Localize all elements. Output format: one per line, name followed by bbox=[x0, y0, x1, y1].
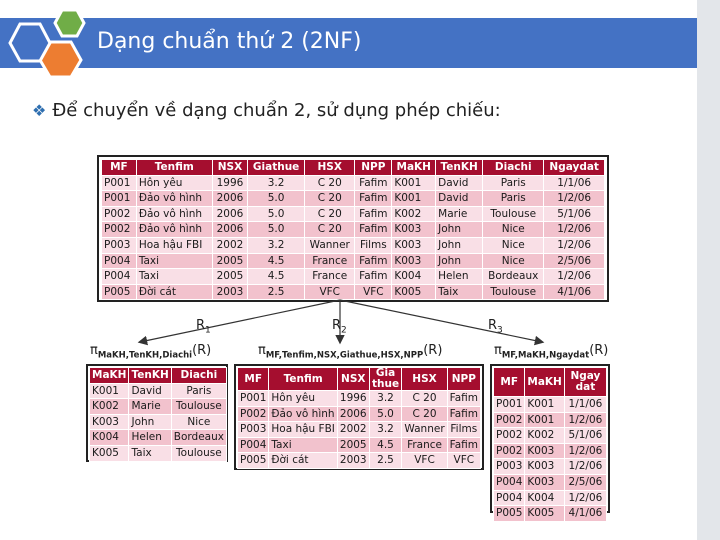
table-cell: P005 bbox=[102, 284, 137, 300]
table-cell: Nice bbox=[171, 414, 226, 430]
table-cell: K004 bbox=[525, 490, 564, 506]
table-cell: 1996 bbox=[337, 391, 369, 407]
table-row bbox=[90, 383, 227, 399]
table-cell: 1/2/06 bbox=[564, 443, 606, 459]
table-cell: Fafim bbox=[355, 206, 392, 222]
table-cell: Fafim bbox=[355, 175, 392, 191]
table-row bbox=[494, 490, 607, 506]
table-cell: Paris bbox=[171, 383, 226, 399]
table-row bbox=[238, 406, 481, 422]
table-cell: 1/2/06 bbox=[544, 222, 605, 238]
table-cell: Taix bbox=[129, 445, 171, 461]
column-header: NPP bbox=[355, 160, 392, 176]
table-cell: Fafim bbox=[355, 253, 392, 269]
table-cell: 1/1/06 bbox=[544, 175, 605, 191]
table-cell: K004 bbox=[90, 430, 129, 446]
arrow-r1 bbox=[140, 300, 340, 342]
table-cell: 2006 bbox=[337, 406, 369, 422]
table-cell: 1/2/06 bbox=[544, 269, 605, 285]
table-cell: Fafim bbox=[355, 191, 392, 207]
table-cell: 2003 bbox=[337, 453, 369, 469]
column-header: Giathue bbox=[248, 160, 305, 176]
table-cell: K001 bbox=[90, 383, 129, 399]
table-cell: 3.2 bbox=[248, 237, 305, 253]
diamond-bullet-icon: ❖ bbox=[32, 101, 47, 120]
table-cell: K001 bbox=[392, 175, 436, 191]
table-cell: K002 bbox=[392, 206, 436, 222]
column-header: MF bbox=[494, 368, 525, 397]
table-cell: 3.2 bbox=[369, 422, 402, 438]
table-cell: P001 bbox=[102, 191, 137, 207]
column-header: MF bbox=[238, 368, 269, 391]
table-row bbox=[238, 437, 481, 453]
table-cell: Fafim bbox=[355, 269, 392, 285]
table-cell: 2003 bbox=[212, 284, 247, 300]
table-cell: Hôn yêu bbox=[269, 391, 338, 407]
column-header: NSX bbox=[212, 160, 247, 176]
table-cell: P002 bbox=[238, 406, 269, 422]
table-cell: K002 bbox=[525, 428, 564, 444]
table-cell: P005 bbox=[494, 506, 525, 522]
table-cell: Đời cát bbox=[136, 284, 212, 300]
table-cell: K003 bbox=[525, 443, 564, 459]
table-cell: 5/1/06 bbox=[544, 206, 605, 222]
table-cell: 4.5 bbox=[248, 253, 305, 269]
table-cell: Taxi bbox=[136, 253, 212, 269]
table-cell: David bbox=[129, 383, 171, 399]
table-cell: Hôn yêu bbox=[136, 175, 212, 191]
table-cell: 2002 bbox=[337, 422, 369, 438]
table-cell: K001 bbox=[525, 412, 564, 428]
table-cell: K003 bbox=[392, 222, 436, 238]
table-row bbox=[90, 445, 227, 461]
table-cell: C 20 bbox=[305, 175, 355, 191]
table-cell: P005 bbox=[238, 453, 269, 469]
table-row bbox=[238, 422, 481, 438]
table-cell: K001 bbox=[392, 191, 436, 207]
table-cell: 2/5/06 bbox=[544, 253, 605, 269]
table-cell: 5.0 bbox=[369, 406, 402, 422]
table-cell: K003 bbox=[392, 253, 436, 269]
table-row bbox=[238, 391, 481, 407]
table-row bbox=[238, 453, 481, 469]
table-cell: K005 bbox=[90, 445, 129, 461]
table-cell: C 20 bbox=[402, 391, 447, 407]
table-cell: VFC bbox=[305, 284, 355, 300]
table-cell: P001 bbox=[494, 397, 525, 413]
table-cell: P002 bbox=[494, 428, 525, 444]
table-cell: Bordeaux bbox=[483, 269, 544, 285]
column-header: Tenfim bbox=[136, 160, 212, 176]
arrow-label-r1: $R_1$ bbox=[196, 318, 211, 336]
table-cell: C 20 bbox=[305, 222, 355, 238]
table-cell: 2005 bbox=[337, 437, 369, 453]
table-cell: 2006 bbox=[212, 206, 247, 222]
table-cell: Nice bbox=[483, 253, 544, 269]
table-cell: 1/2/06 bbox=[564, 459, 606, 475]
table-cell: Nice bbox=[483, 222, 544, 238]
table-row bbox=[90, 430, 227, 446]
table-cell: Đảo vô hình bbox=[136, 222, 212, 238]
table-cell: Hoa hậu FBI bbox=[269, 422, 338, 438]
table-cell: France bbox=[305, 269, 355, 285]
slide-title: Dạng chuẩn thứ 2 (2NF) bbox=[97, 29, 362, 54]
table-cell: Wanner bbox=[305, 237, 355, 253]
arrow-label-r2: $R_2$ bbox=[332, 318, 347, 336]
table-row bbox=[494, 412, 607, 428]
table-row bbox=[90, 399, 227, 415]
table-row bbox=[494, 428, 607, 444]
table-cell: John bbox=[436, 222, 483, 238]
table-cell: P002 bbox=[102, 222, 137, 238]
table-cell: 2002 bbox=[212, 237, 247, 253]
projection-r3: $\pi_{MF,MaKH,Ngaydat}(R)$ bbox=[494, 343, 609, 361]
table-cell: 2.5 bbox=[248, 284, 305, 300]
column-header: MaKH bbox=[525, 368, 564, 397]
table-cell: 3.2 bbox=[369, 391, 402, 407]
table-cell: Đời cát bbox=[269, 453, 338, 469]
table-cell: Taxi bbox=[136, 269, 212, 285]
column-header: Ngaydat bbox=[544, 160, 605, 176]
table-cell: K005 bbox=[392, 284, 436, 300]
table-row bbox=[494, 397, 607, 413]
table-row bbox=[494, 459, 607, 475]
table-cell: 4/1/06 bbox=[544, 284, 605, 300]
table-cell: Marie bbox=[129, 399, 171, 415]
table-cell: P004 bbox=[494, 474, 525, 490]
table-cell: Toulouse bbox=[171, 399, 226, 415]
column-header: MF bbox=[102, 160, 137, 176]
table-cell: 4.5 bbox=[369, 437, 402, 453]
table-cell: P002 bbox=[494, 412, 525, 428]
table-cell: Fafim bbox=[447, 437, 480, 453]
table-cell: 2.5 bbox=[369, 453, 402, 469]
table-cell: Đảo vô hình bbox=[269, 406, 338, 422]
table-r2 bbox=[237, 367, 481, 469]
column-header: Ngay dat bbox=[564, 368, 606, 397]
table-cell: Paris bbox=[483, 191, 544, 207]
table-cell: C 20 bbox=[305, 191, 355, 207]
table-cell: K003 bbox=[525, 459, 564, 475]
table-row bbox=[494, 506, 607, 522]
column-header: Gia thue bbox=[369, 368, 402, 391]
table-cell: David bbox=[436, 175, 483, 191]
table-cell: 5/1/06 bbox=[564, 428, 606, 444]
table-cell: P002 bbox=[102, 206, 137, 222]
table-cell: P001 bbox=[238, 391, 269, 407]
table-cell: Bordeaux bbox=[171, 430, 226, 446]
table-cell: P002 bbox=[494, 443, 525, 459]
table-cell: 5.0 bbox=[248, 206, 305, 222]
column-header: HSX bbox=[305, 160, 355, 176]
table-cell: Films bbox=[355, 237, 392, 253]
table-cell: Taxi bbox=[269, 437, 338, 453]
table-cell: K002 bbox=[90, 399, 129, 415]
table-cell: Toulouse bbox=[483, 206, 544, 222]
table-cell: France bbox=[305, 253, 355, 269]
table-cell: John bbox=[129, 414, 171, 430]
table-cell: K003 bbox=[525, 474, 564, 490]
table-cell: Films bbox=[447, 422, 480, 438]
table-cell: Hoa hậu FBI bbox=[136, 237, 212, 253]
table-cell: C 20 bbox=[402, 406, 447, 422]
table-cell: P004 bbox=[238, 437, 269, 453]
arrow-r3 bbox=[340, 300, 542, 342]
table-cell: Fafim bbox=[447, 406, 480, 422]
table-cell: K004 bbox=[392, 269, 436, 285]
column-header: MaKH bbox=[90, 368, 129, 384]
table-cell: 4/1/06 bbox=[564, 506, 606, 522]
table-row bbox=[494, 474, 607, 490]
bullet-text: Để chuyển về dạng chuẩn 2, sử dụng phép chiếu: bbox=[52, 100, 501, 121]
table-cell: 2005 bbox=[212, 253, 247, 269]
table-cell: 2006 bbox=[212, 191, 247, 207]
arrow-label-r3: $R_3$ bbox=[488, 318, 503, 336]
table-cell: Helen bbox=[436, 269, 483, 285]
table-cell: 5.0 bbox=[248, 222, 305, 238]
table-cell: P003 bbox=[102, 237, 137, 253]
table-cell: P004 bbox=[102, 253, 137, 269]
table-cell: P004 bbox=[494, 490, 525, 506]
table-cell: Toulouse bbox=[483, 284, 544, 300]
table-cell: 2/5/06 bbox=[564, 474, 606, 490]
column-header: Tenfim bbox=[269, 368, 338, 391]
table-cell: Paris bbox=[483, 175, 544, 191]
column-header: NSX bbox=[337, 368, 369, 391]
table-cell: 3.2 bbox=[248, 175, 305, 191]
column-header: TenKH bbox=[129, 368, 171, 384]
table-cell: 2005 bbox=[212, 269, 247, 285]
table-cell: Đảo vô hình bbox=[136, 191, 212, 207]
table-row bbox=[494, 443, 607, 459]
table-cell: France bbox=[402, 437, 447, 453]
column-header: NPP bbox=[447, 368, 480, 391]
table-cell: 2006 bbox=[212, 222, 247, 238]
table-cell: P004 bbox=[102, 269, 137, 285]
table-cell: Nice bbox=[483, 237, 544, 253]
table-cell: 5.0 bbox=[248, 191, 305, 207]
table-cell: 1/2/06 bbox=[564, 490, 606, 506]
table-cell: 1/2/06 bbox=[564, 412, 606, 428]
table-cell: K003 bbox=[392, 237, 436, 253]
table-cell: Marie bbox=[436, 206, 483, 222]
table-cell: Fafim bbox=[355, 222, 392, 238]
table-cell: 1/2/06 bbox=[544, 191, 605, 207]
table-row bbox=[90, 414, 227, 430]
table-cell: John bbox=[436, 253, 483, 269]
table-cell: 1996 bbox=[212, 175, 247, 191]
column-header: HSX bbox=[402, 368, 447, 391]
table-cell: Fafim bbox=[447, 391, 480, 407]
table-cell: K005 bbox=[525, 506, 564, 522]
projection-r2: $\pi_{MF,Tenfim,NSX,Giathue,HSX,NPP}(R)$ bbox=[258, 343, 443, 361]
table-cell: P003 bbox=[494, 459, 525, 475]
table-cell: Toulouse bbox=[171, 445, 226, 461]
table-cell: 1/2/06 bbox=[544, 237, 605, 253]
table-r3 bbox=[493, 367, 607, 522]
table-cell: C 20 bbox=[305, 206, 355, 222]
table-cell: Helen bbox=[129, 430, 171, 446]
table-cell: 4.5 bbox=[248, 269, 305, 285]
table-cell: K001 bbox=[525, 397, 564, 413]
table-cell: VFC bbox=[402, 453, 447, 469]
projection-r1: $\pi_{MaKH,TenKH,Diachi}(R)$ bbox=[90, 343, 212, 361]
column-header: Diachi bbox=[483, 160, 544, 176]
table-cell: 1/1/06 bbox=[564, 397, 606, 413]
table-cell: John bbox=[436, 237, 483, 253]
table-cell: VFC bbox=[447, 453, 480, 469]
column-header: TenKH bbox=[436, 160, 483, 176]
table-r1 bbox=[89, 367, 227, 462]
table-cell: P001 bbox=[102, 175, 137, 191]
table-cell: VFC bbox=[355, 284, 392, 300]
table-cell: Wanner bbox=[402, 422, 447, 438]
table-cell: P003 bbox=[238, 422, 269, 438]
table-cell: K003 bbox=[90, 414, 129, 430]
column-header: Diachi bbox=[171, 368, 226, 384]
table-cell: Đảo vô hình bbox=[136, 206, 212, 222]
column-header: MaKH bbox=[392, 160, 436, 176]
table-cell: David bbox=[436, 191, 483, 207]
table-cell: Taix bbox=[436, 284, 483, 300]
